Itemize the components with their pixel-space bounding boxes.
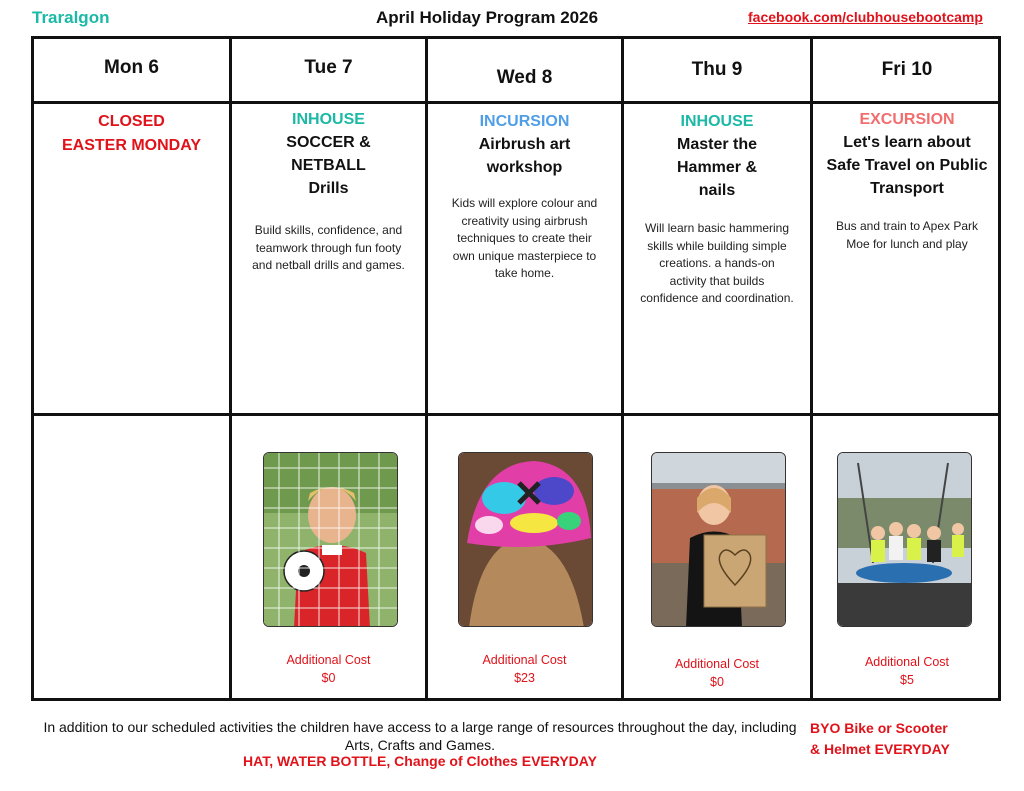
- byo-line-1: BYO Bike or Scooter: [810, 720, 948, 736]
- excursion-swing-image: [838, 453, 972, 627]
- cost-wed: [428, 651, 621, 687]
- footer-reminder: HAT, WATER BOTTLE, Change of Clothes EVERYDAY: [243, 753, 597, 769]
- hammer-nails-image: [652, 453, 786, 627]
- activity-tag: INCURSION: [479, 113, 570, 130]
- excursion-swing-photo: [837, 452, 972, 627]
- location-label: Traralgon: [32, 8, 110, 27]
- facebook-link[interactable]: facebook.com/clubhousebootcamp: [748, 9, 983, 25]
- cost-label: Additional Cost: [482, 653, 567, 667]
- activity-title: EASTER MONDAY: [62, 137, 201, 154]
- cost-label: Additional Cost: [286, 653, 371, 667]
- day-header-mon: Mon 6: [104, 57, 159, 78]
- airbrush-cap-photo: [458, 452, 593, 627]
- activity-description: Bus and train to Apex Park Moe for lunch and play: [835, 219, 979, 251]
- byo-line-2: & Helmet EVERYDAY: [810, 741, 950, 757]
- row-divider: [34, 101, 998, 104]
- row-divider: [34, 413, 998, 416]
- activity-description: Build skills, confidence, and teamwork through fun footy and netball drills and games.: [252, 223, 405, 272]
- cost-fri: [813, 653, 1001, 689]
- day-header-tue: Tue 7: [304, 57, 353, 78]
- activity-cell-tue: [232, 109, 425, 275]
- activity-tag: INHOUSE: [680, 113, 754, 130]
- byo-notice: [810, 718, 1010, 760]
- activity-cell-mon: [34, 111, 229, 157]
- activity-description: Will learn basic hammering skills while building simple creations. a hands-on activity that builds confidence and coordination.: [640, 221, 794, 305]
- activity-title: SOCCER & NETBALL Drills: [286, 134, 371, 197]
- cost-value: $5: [900, 673, 914, 687]
- activity-tag: INHOUSE: [292, 111, 365, 128]
- airbrush-cap-image: [459, 453, 593, 627]
- day-header-thu: Thu 9: [691, 59, 743, 80]
- footer-info: In addition to our scheduled activities the children have access to a large range of resources throughout the day, including Arts, Crafts and Games.: [43, 719, 797, 753]
- activity-cell-thu: [624, 111, 810, 308]
- soccer-photo: [263, 452, 398, 627]
- cost-thu: [624, 655, 810, 691]
- page-title: April Holiday Program 2026: [376, 8, 599, 27]
- activity-cell-fri: [813, 109, 1001, 253]
- program-calendar-grid: [31, 36, 1001, 701]
- activity-title: Master the Hammer & nails: [676, 136, 758, 199]
- cost-label: Additional Cost: [864, 655, 950, 669]
- activity-title: Airbrush art workshop: [478, 136, 571, 176]
- activity-description: Kids will explore colour and creativity using airbrush techniques to create their own unique masterpiece to take home.: [451, 196, 598, 280]
- cost-value: $0: [710, 675, 724, 689]
- hammer-nails-photo: [651, 452, 786, 627]
- cost-label: Additional Cost: [674, 657, 760, 671]
- cost-value: $23: [514, 671, 535, 685]
- cost-value: $0: [321, 671, 336, 685]
- activity-title: Let's learn about Safe Travel on Public Transport: [826, 134, 988, 197]
- cost-tue: [232, 651, 425, 687]
- day-header-wed: Wed 8: [496, 67, 553, 88]
- activity-cell-wed: [428, 111, 621, 283]
- day-header-fri: Fri 10: [881, 59, 933, 80]
- activity-tag: EXCURSION: [859, 111, 955, 128]
- soccer-photo-image: [264, 453, 398, 627]
- activity-tag: CLOSED: [98, 113, 165, 130]
